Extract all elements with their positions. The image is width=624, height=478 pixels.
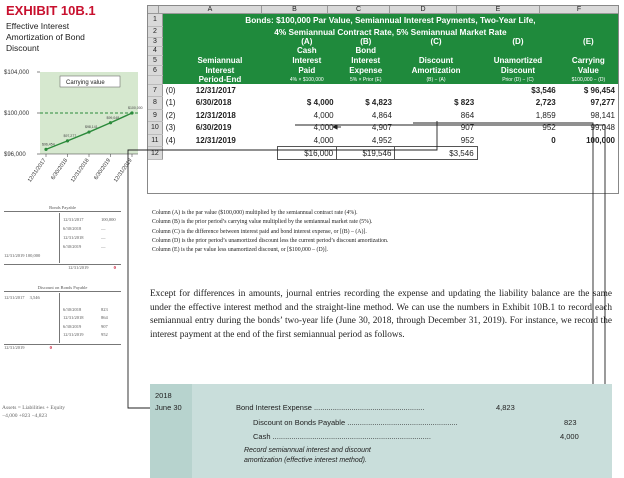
col-letter-d: D (390, 6, 457, 14)
t-account-discount (0, 285, 125, 350)
header-c-l3: Amortization (395, 65, 477, 75)
carrying-value-cell: 100,000 (586, 135, 615, 145)
x-tick-label: 12/31/2017 (26, 157, 48, 184)
period-number: (2) (165, 110, 176, 120)
carrying-value-cell: 99,048 (590, 123, 615, 133)
header-d-l2: Unamortized (477, 55, 559, 65)
total-c: $3,546 (395, 147, 477, 160)
row-number: 7 (148, 84, 162, 97)
t-account-entry: 6/30/2019 907 (63, 323, 108, 329)
journal-debit-account: Bond Interest Expense ..................................................... (236, 403, 425, 412)
interest-expense-cell: 4,864 (371, 110, 392, 120)
journal-credit-account-1: Discount on Bonds Payable ..................................................... (253, 418, 458, 427)
header-a-l1: Cash (277, 46, 337, 55)
journal-note-2: amortization (effective interest method). (244, 457, 367, 464)
interest-expense-cell: 4,952 (371, 135, 392, 145)
amortization-cell: 952 (460, 135, 475, 145)
bonds-payable-title: Bonds Payable (49, 205, 76, 210)
db-left-amount: 3,546 (29, 294, 40, 300)
header-a-l2: Interest (277, 55, 337, 65)
carrying-value-cell: $ 96,454 (583, 85, 615, 95)
col-letter-e: E (457, 6, 540, 14)
header-c-letter: (C) (395, 37, 477, 46)
note-a: Column (A) is the par value ($100,000) multiplied by the semiannual contract rate (4%). (152, 210, 358, 216)
journal-year: 2018 (155, 391, 172, 400)
journal-entry (150, 384, 612, 478)
point-label: $96,454 (42, 142, 55, 147)
y-tick-label: $96,000 (4, 152, 26, 158)
amortization-cell: 907 (460, 123, 475, 133)
exhibit-subtitle: Effective Interest Amortization of Bond Discount (6, 21, 85, 53)
journal-explanation (244, 446, 371, 466)
unamortized-cell: 1,859 (535, 110, 556, 120)
header-period-3: Period-End (162, 75, 277, 84)
journal-credit-amount-1: 823 (564, 418, 577, 427)
y-tick-label: $104,000 (4, 70, 30, 76)
bp-left-date: 12/31/2019 (4, 252, 25, 258)
t-account-entry: 12/31/2017 100,000 (63, 216, 116, 222)
interest-expense-cell: $ 4,823 (365, 98, 392, 108)
header-b-l2: Interest (337, 55, 395, 65)
period-number: (0) (165, 85, 176, 95)
total-a: $16,000 (277, 147, 337, 160)
col-letter-c: C (328, 6, 390, 14)
header-c-sub: (B) − (A) (395, 75, 477, 84)
unamortized-cell: 0 (551, 135, 556, 145)
note-d: Column (D) is the prior period’s unamortized discount less the current period’s discount amortization. (152, 237, 389, 244)
header-c-l2: Discount (395, 55, 477, 65)
discount-title: Discount on Bonds Payable (37, 285, 88, 290)
unamortized-cell: 952 (542, 123, 556, 133)
period-date: 6/30/2018 (195, 98, 232, 108)
amortization-cell: $ 823 (454, 98, 475, 108)
banner-line-1: Bonds: $100,000 Par Value, Semiannual Interest Payments, Two-Year Life, (162, 14, 618, 26)
period-date: 12/31/2018 (195, 110, 236, 120)
col-letter-a: A (159, 6, 262, 14)
t-account-entry: 12/31/2018 864 (63, 315, 108, 321)
col-letter-f: F (540, 6, 618, 14)
journal-date: June 30 (155, 403, 182, 412)
t-account-entry: 6/30/2018 — (63, 225, 106, 231)
banner-line-2: 4% Semiannual Contract Rate, 5% Semiannual Market Rate (162, 26, 618, 37)
legend-label: Carrying value (66, 80, 105, 86)
period-date: 12/31/2017 (195, 85, 236, 95)
header-e-l3: Value (559, 65, 618, 75)
period-number: (1) (165, 98, 176, 108)
header-a-sub: 4% × $100,000 (277, 75, 337, 84)
db-bal-date: 12/31/2019 (4, 345, 25, 351)
unamortized-cell: 2,723 (535, 98, 556, 108)
row-number: 11 (148, 134, 162, 147)
header-b-l3: Expense (337, 65, 395, 75)
note-b: Column (B) is the prior period’s carrying value multiplied by the semiannual market rate (5%). (152, 219, 373, 226)
equation-line-1: Assets = Liabilities + Equity (2, 405, 66, 411)
header-b-letter: (B) (337, 37, 395, 46)
header-period-2: Interest (162, 65, 277, 75)
carrying-value-cell: 98,141 (590, 110, 615, 120)
header-e-l2: Carrying (559, 55, 618, 65)
total-b: $19,546 (337, 147, 395, 160)
t-account-bonds-payable (0, 205, 125, 270)
note-c: Column (C) is the difference between interest paid and bond interest expense, or [(B) – (A)]. (152, 228, 367, 235)
row-number: 10 (148, 122, 162, 135)
x-tick-label: 12/31/2018 (69, 157, 91, 184)
journal-note-1: Record semiannual interest and discount (244, 447, 371, 454)
point-label: $98,141 (85, 125, 98, 130)
journal-credit-amount-2: 4,000 (560, 432, 579, 441)
row-number: 9 (148, 109, 162, 122)
header-a-l3: Paid (277, 65, 337, 75)
amortization-cell: 864 (460, 110, 475, 120)
period-date: 6/30/2019 (195, 123, 232, 133)
x-tick-label: 6/30/2018 (50, 157, 70, 182)
header-a-letter: (A) (277, 37, 337, 46)
header-d-sub: Prior (D) − (C) (477, 75, 559, 84)
t-account-entry: 6/30/2018 823 (63, 306, 108, 312)
bp-bal-amount: 0 (113, 265, 116, 271)
point-label: $97,277 (63, 133, 77, 138)
point-label: $100,000 (128, 106, 143, 110)
accounting-equation (2, 404, 65, 420)
note-e: Column (E) is the par value less unamortized discount, or [$100,000 – (D)]. (152, 247, 328, 254)
x-tick-label: 6/30/2019 (93, 157, 113, 182)
journal-credit-account-2: Cash ............................................................................ (253, 432, 431, 441)
col-letter-b: B (262, 6, 328, 14)
header-e-sub: $100,000 − (D) (559, 75, 618, 84)
bp-bal-date: 12/31/2019 (68, 265, 89, 271)
header-b-l1: Bond (337, 46, 395, 55)
t-account-entry: 6/30/2019 — (63, 243, 106, 249)
db-bal-amount: 0 (49, 345, 52, 351)
interest-expense-cell: 4,907 (371, 123, 392, 133)
y-tick-label: $100,000 (4, 111, 30, 117)
header-e-letter: (E) (559, 37, 618, 46)
header-period-1: Semiannual (162, 55, 277, 65)
column-notes (152, 209, 388, 255)
equation-line-2: −4,000 +823 −4,823 (2, 413, 48, 419)
unamortized-cell: $3,546 (531, 85, 556, 95)
amortization-table: 1 Bonds: $100,000 Par Value, Semiannual Interest Payments, Two-Year Life, 2 4% Semiannual Contract Rate, 5% Semiannual Market Rate 3 (A) (B) (C) (D) (E) 4 Cash Bond 5 Semiannual Interest Interest Discount Unamortized Carrying 6 Interest Paid Expense Amortization Discount Value Period-End 4% × $100,000 5% × Prior (E) (B) − (A) Prior (D) − (C) $100,000 − (D) 7 (0) 12/31/2017 $3,546 $ 96,454 8 (1) 6/30/2018 $ 4,000 $ 4,823 $ 823 2,723 97,277 9 (2) 12/31/2018 4,000 4,864 864 1,859 98,141 10 (3) 6/30/2019 4,000 4,907 907 952 99,048 11 (4) 12/31/2019 4,000 4,952 952 0 100,000 12 $16,000 $19,546 $3,546 (148, 14, 618, 160)
point-label: $99,048 (106, 115, 120, 120)
exhibit-title: EXHIBIT 10B.1 (6, 3, 96, 18)
cash-interest-cell: 4,000 (313, 123, 334, 133)
header-b-sub: 5% × Prior (E) (337, 75, 395, 84)
x-tick-label: 12/31/2019 (112, 157, 134, 184)
header-d-letter: (D) (477, 37, 559, 46)
cash-interest-cell: 4,000 (313, 135, 334, 145)
body-paragraph: Except for differences in amounts, journal entries recording the expense and updating the liability balance are the same under the effective interest method and the straight-line method. We can use the numbers in Exhibit 10B.1 to record each semiannual entry during the bonds’ two-year life (June 30, 2018, through December 31, 2019). For instance, we record the interest payment at the end of the first semiannual period as follows. (150, 289, 612, 340)
t-account-entry: 12/31/2018 — (63, 234, 106, 240)
cash-interest-cell: $ 4,000 (306, 98, 334, 108)
bp-left-amount: 100,000 (25, 252, 41, 258)
db-left-date: 12/31/2017 (4, 294, 25, 300)
carrying-value-cell: 97,277 (590, 98, 615, 108)
header-d-l3: Discount (477, 65, 559, 75)
period-number: (4) (165, 135, 176, 145)
cash-interest-cell: 4,000 (313, 110, 334, 120)
row-number: 8 (148, 97, 162, 110)
t-account-entry: 12/31/2019 952 (63, 332, 108, 338)
period-number: (3) (165, 123, 176, 133)
period-date: 12/31/2019 (195, 135, 236, 145)
journal-debit-amount: 4,823 (496, 403, 515, 412)
